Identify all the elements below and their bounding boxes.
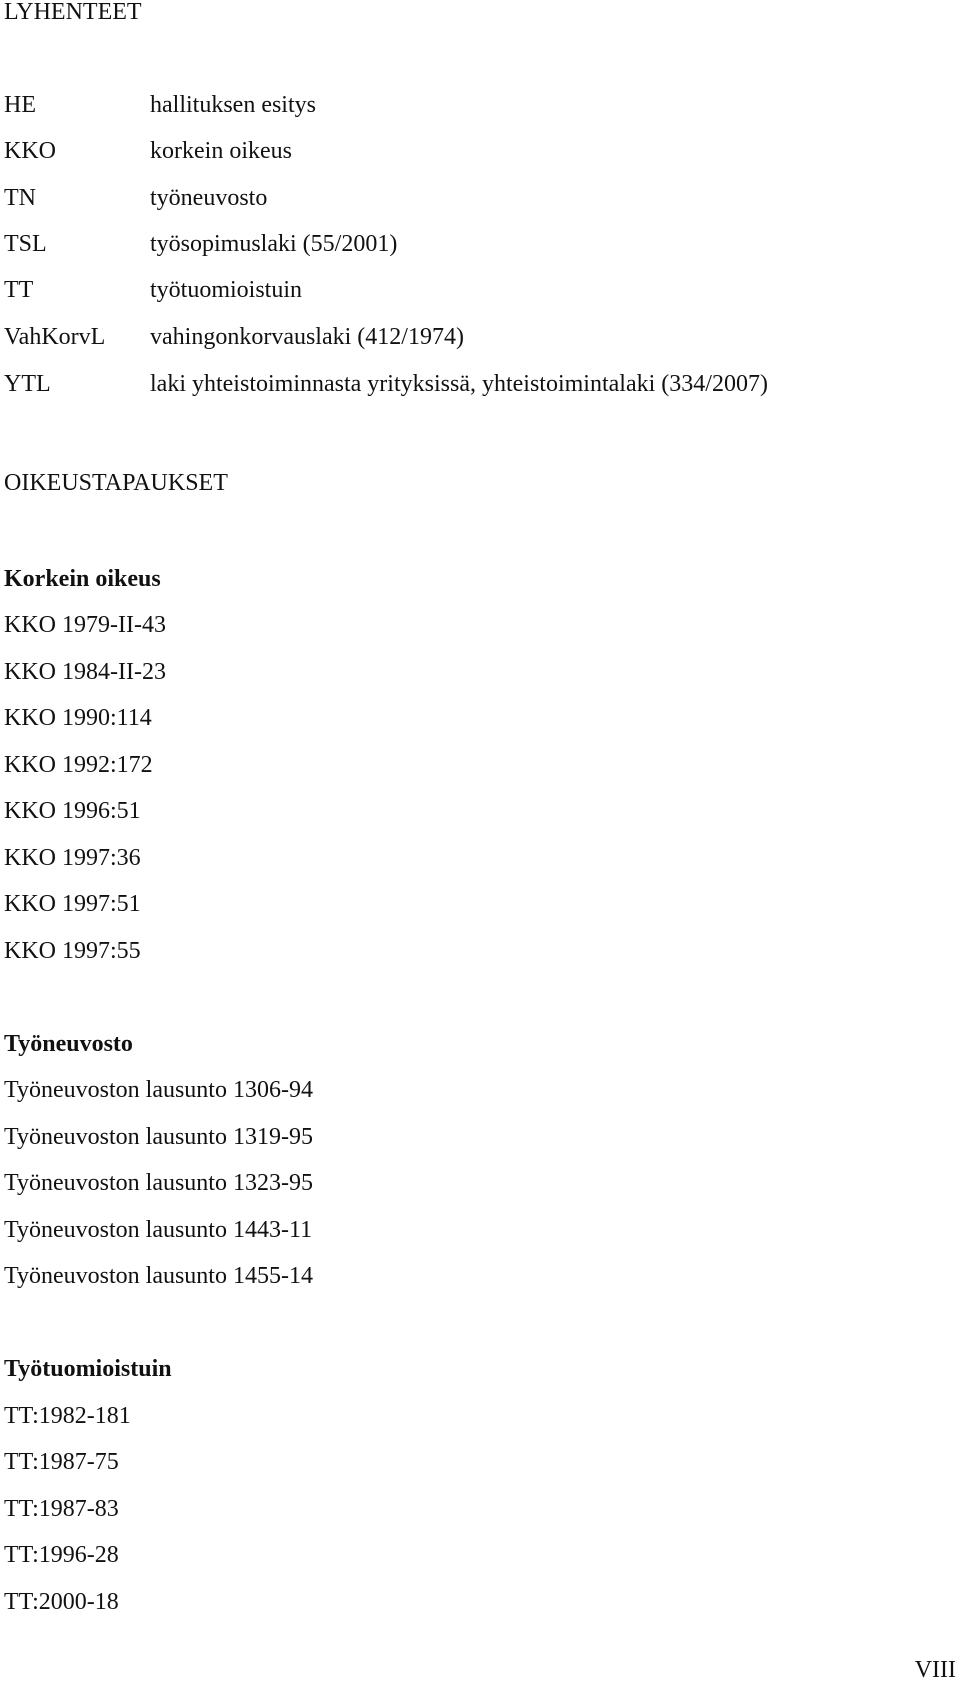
case-item: Työneuvoston lausunto 1306-94 [4,1077,313,1103]
case-item: TT:1996-28 [4,1542,119,1568]
abbreviation-key: KKO [4,138,56,164]
case-item: Työneuvoston lausunto 1323-95 [4,1170,313,1196]
case-item: Työneuvoston lausunto 1443-11 [4,1217,313,1243]
case-item: KKO 1996:51 [4,798,141,824]
case-item: KKO 1997:55 [4,938,141,964]
section-title-tyotuomioistuin: Työtuomioistuin [4,1356,172,1382]
abbreviation-key: VahKorvL [4,324,106,350]
abbreviation-description: vahingonkorvauslaki (412/1974) [150,324,464,350]
section-title-korkein-oikeus: Korkein oikeus [4,566,161,592]
abbreviations-heading: LYHENTEET [4,0,142,25]
case-item: TT:1987-83 [4,1496,119,1522]
abbreviation-key: TSL [4,231,47,257]
section-title-tyoneuvosto: Työneuvosto [4,1031,133,1057]
abbreviation-key: YTL [4,371,51,397]
abbreviation-description: laki yhteistoiminnasta yrityksissä, yhteistoimintalaki (334/2007) [150,371,768,397]
abbreviation-key: TT [4,277,34,303]
page-number: VIII [914,1657,956,1683]
case-item: TT:2000-18 [4,1589,119,1615]
abbreviation-description: työneuvosto [150,185,268,211]
abbreviation-description: työtuomioistuin [150,277,303,303]
case-item: TT:1987-75 [4,1449,119,1475]
case-item: Työneuvoston lausunto 1455-14 [4,1263,313,1289]
abbreviation-description: korkein oikeus [150,138,292,164]
abbreviation-description: hallituksen esitys [150,92,316,118]
abbreviation-description: työsopimuslaki (55/2001) [150,231,398,257]
case-item: Työneuvoston lausunto 1319-95 [4,1124,313,1150]
case-item: KKO 1984-II-23 [4,659,166,685]
case-item: KKO 1997:36 [4,845,141,871]
cases-heading: OIKEUSTAPAUKSET [4,470,228,496]
case-item: KKO 1997:51 [4,891,141,917]
abbreviation-key: TN [4,185,36,211]
case-item: KKO 1992:172 [4,752,153,778]
abbreviation-key: HE [4,92,36,118]
case-item: KKO 1990:114 [4,705,152,731]
case-item: KKO 1979-II-43 [4,612,166,638]
case-item: TT:1982-181 [4,1403,131,1429]
